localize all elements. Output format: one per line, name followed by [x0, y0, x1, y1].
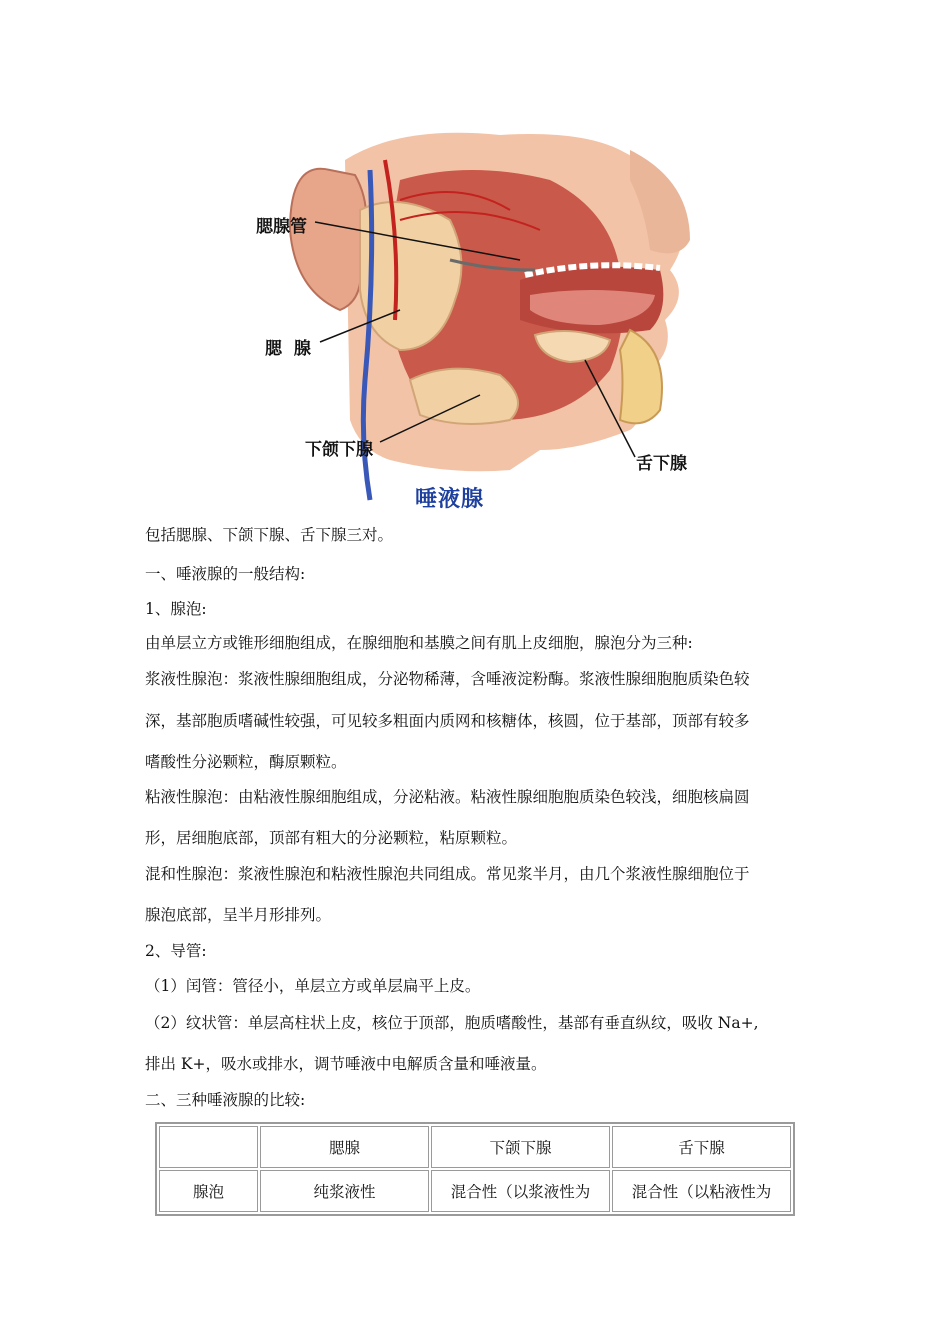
label-parotid-gland: 腮 腺 — [265, 339, 311, 359]
table-cell: 腺泡 — [159, 1170, 258, 1212]
paragraph: 形，居细胞底部，顶部有粗大的分泌颗粒，粘原颗粒。 — [145, 829, 518, 847]
label-submandibular-gland: 下颌下腺 — [305, 440, 373, 460]
paragraph: 嗜酸性分泌颗粒，酶原颗粒。 — [145, 753, 347, 771]
subsection-heading: 2、导管: — [145, 942, 207, 960]
table-cell: 纯浆液性 — [260, 1170, 429, 1212]
paragraph: 浆液性腺泡：浆液性腺细胞组成，分泌物稀薄，含唾液淀粉酶。浆液性腺细胞胞质染色较 — [145, 670, 750, 688]
comparison-table — [155, 1122, 795, 1216]
paragraph: 排出 K+，吸水或排水，调节唾液中电解质含量和唾液量。 — [145, 1055, 547, 1073]
paragraph: 混和性腺泡：浆液性腺泡和粘液性腺泡共同组成。常见浆半月，由几个浆液性腺细胞位于 — [145, 865, 750, 883]
paragraph: （1）闰管：管径小，单层立方或单层扁平上皮。 — [145, 977, 481, 995]
paragraph: （2）纹状管：单层高柱状上皮，核位于顶部，胞质嗜酸性，基部有垂直纵纹，吸收 Na+, — [145, 1014, 759, 1032]
label-sublingual-gland: 舌下腺 — [636, 454, 687, 474]
label-parotid-duct: 腮腺管 — [256, 217, 307, 237]
paragraph: 由单层立方或锥形细胞组成，在腺细胞和基膜之间有肌上皮细胞，腺泡分为三种: — [145, 634, 693, 652]
paragraph: 包括腮腺、下颌下腺、舌下腺三对。 — [145, 526, 394, 544]
figure-caption: 唾液腺 — [415, 487, 485, 512]
table-header-cell — [159, 1126, 258, 1168]
subsection-heading: 1、腺泡: — [145, 600, 207, 618]
table-header-cell: 下颌下腺 — [431, 1126, 610, 1168]
table-cell: 混合性（以粘液性为 — [612, 1170, 791, 1212]
table-cell: 混合性（以浆液性为 — [431, 1170, 610, 1212]
table-header-cell: 腮腺 — [260, 1126, 429, 1168]
paragraph: 粘液性腺泡：由粘液性腺细胞组成，分泌粘液。粘液性腺细胞胞质染色较浅，细胞核扁圆 — [145, 788, 750, 806]
paragraph: 腺泡底部，呈半月形排列。 — [145, 906, 332, 924]
table-header-cell: 舌下腺 — [612, 1126, 791, 1168]
section-heading: 一、唾液腺的一般结构: — [145, 565, 306, 583]
paragraph: 深，基部胞质嗜碱性较强，可见较多粗面内质网和核糖体，核圆，位于基部，顶部有较多 — [145, 712, 750, 730]
table-row — [159, 1170, 791, 1212]
section-heading: 二、三种唾液腺的比较: — [145, 1091, 306, 1109]
table-header-row — [159, 1126, 791, 1168]
